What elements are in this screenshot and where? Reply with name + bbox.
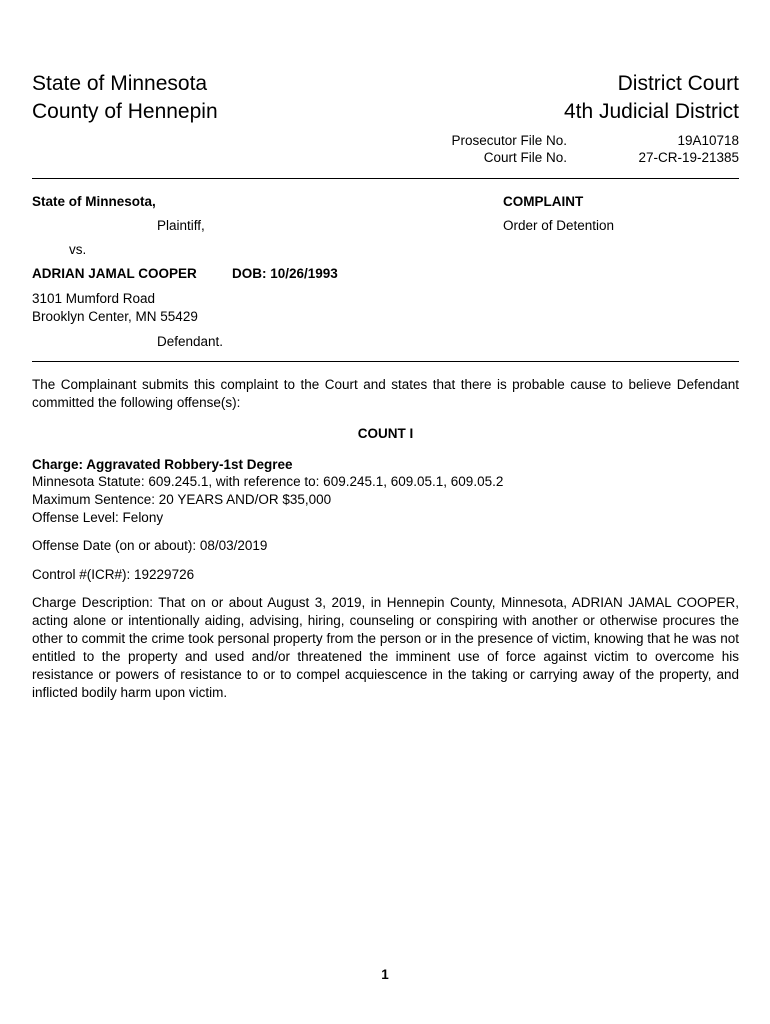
count-title: COUNT I [357, 426, 414, 441]
order-type: Order of Detention [503, 218, 615, 233]
versus-label: vs. [69, 242, 87, 257]
defendant-dob: DOB: 10/26/1993 [232, 266, 338, 281]
header-divider [32, 178, 739, 179]
district-heading: 4th Judicial District [563, 100, 739, 123]
offense-level-line: Offense Level: Felony [32, 510, 164, 525]
prosecutor-file-value: 19A10718 [677, 133, 739, 148]
document-type: COMPLAINT [503, 194, 584, 209]
defendant-address-line1: 3101 Mumford Road [32, 291, 156, 306]
statute-line: Minnesota Statute: 609.245.1, with reference to: 609.245.1, 609.05.1, 609.05.2 [32, 474, 504, 489]
prosecutor-file-label: Prosecutor File No. [451, 133, 567, 148]
caption-divider [32, 361, 739, 362]
control-number-line: Control #(ICR#): 19229726 [32, 567, 195, 582]
court-file-label: Court File No. [483, 150, 567, 165]
page-number: 1 [381, 967, 389, 982]
defendant-address-line2: Brooklyn Center, MN 55429 [32, 309, 198, 324]
state-heading: State of Minnesota [32, 72, 208, 95]
plaintiff-role: Plaintiff, [157, 218, 205, 233]
offense-date-line: Offense Date (on or about): 08/03/2019 [32, 538, 268, 553]
charge-description: Charge Description: That on or about August 3, 2019, in Hennepin County, Minnesota, ADRIAN JAMAL COOPER, acting alone or intentionally aiding, advising, hiring, counseling or conspiring with another or otherwise procures the other to commit the crime took personal property from the person or in the presence of victim, knowing that he was not entitled to the property and used and/or threatened the imminent use of force against victim to overcome his resistance or powers of resistance to or to compel acquiescence in the taking or carrying away of the property, and inflicted bodily harm upon victim. [32, 595, 739, 700]
defendant-role: Defendant. [157, 334, 224, 349]
court-file-value: 27-CR-19-21385 [638, 150, 739, 165]
plaintiff-name: State of Minnesota, [32, 194, 156, 209]
charge-line: Charge: Aggravated Robbery-1st Degree [32, 457, 293, 472]
intro-paragraph: The Complainant submits this complaint to the Court and states that there is probable cause to believe Defendant committed the following offense(s): [32, 377, 739, 410]
court-heading: District Court [617, 72, 739, 95]
county-heading: County of Hennepin [32, 100, 218, 123]
defendant-name: ADRIAN JAMAL COOPER [32, 266, 197, 281]
max-sentence-line: Maximum Sentence: 20 YEARS AND/OR $35,000 [32, 492, 332, 507]
